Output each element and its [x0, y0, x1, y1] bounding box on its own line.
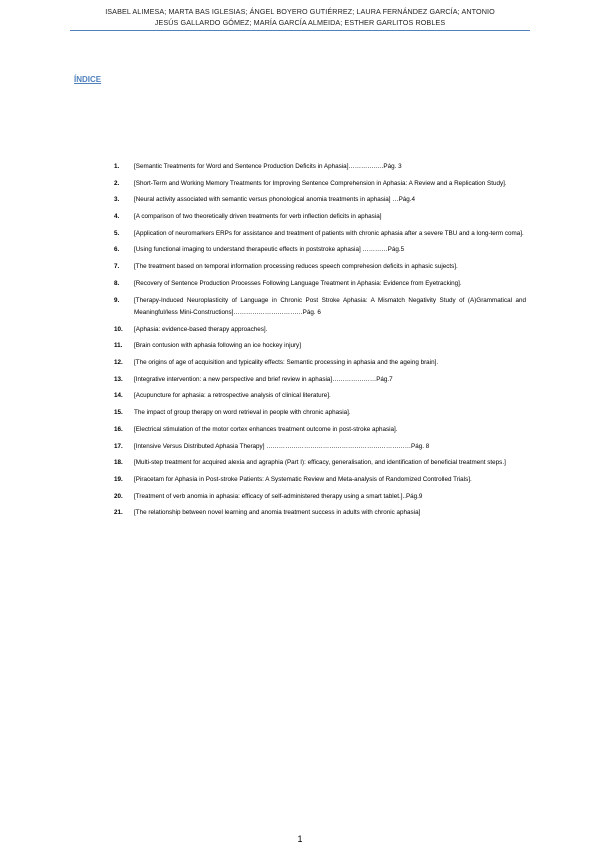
article-number: 18. [114, 459, 123, 467]
article-title: [Integrative intervention: a new perspective and brief review in aphasia]…………………Pág.7 [134, 375, 393, 383]
header-authors-line-2: JESÚS GALLARDO GÓMEZ; MARÍA GARCÍA ALMEIDA; ESTHER GARLITOS ROBLES [154, 18, 446, 27]
article-number: 2. [114, 179, 120, 187]
article-title: [A comparison of two theoretically driven treatments for verb inflection deficits in aphasia] [134, 213, 382, 221]
list-item [114, 491, 526, 504]
list-item [114, 261, 526, 274]
article-number: 14. [114, 392, 123, 400]
list-item [114, 441, 526, 454]
list-item [114, 324, 526, 337]
article-title: [Short-Term and Working Memory Treatments for Improving Sentence Comprehension in Aphasia: A Review and a Replication Study]. [134, 179, 507, 187]
page-number: 1 [297, 834, 303, 844]
list-item [114, 390, 526, 403]
list-item [114, 507, 526, 520]
list-item [114, 457, 526, 470]
articles-list [114, 161, 526, 524]
article-title: [Aphasia: evidence-based therapy approaches]. [134, 325, 268, 333]
article-title: [Application of neuromarkers ERPs for assistance and treatment of patients with chronic aphasia after a severe TBU and a long-term coma]. [134, 229, 524, 237]
header-divider [70, 30, 530, 31]
page-header [70, 6, 530, 28]
list-item [114, 278, 526, 291]
article-title: [Treatment of verb anomia in aphasia: efficacy of self-administered therapy using a smart tablet.]..Pág.9 [134, 492, 423, 500]
header-authors-line-1: ISABEL ALIMESA; MARTA BAS IGLESIAS; ÁNGEL BOYERO GUTIÉRREZ; LAURA FERNÁNDEZ GARCÍA; ANTONIO [105, 7, 495, 16]
article-number: 15. [114, 409, 123, 417]
article-title: [Semantic Treatments for Word and Sentence Production Deficits in Aphasia]……………..Pág. 3 [134, 163, 402, 170]
list-item [114, 244, 526, 257]
article-title: [Acupuncture for aphasia: a retrospective analysis of clinical literature]. [134, 392, 331, 400]
list-item [114, 161, 526, 174]
article-title: [Therapy-Induced Neuroplasticity of Language in Chronic Post Stroke Aphasia: A Mismatch Negativity Study of (A)Grammatical and Meaningful/less Mini-Constructions]……………………………Pág. 6 [134, 296, 526, 316]
article-number: 7. [114, 263, 120, 271]
list-item [114, 374, 526, 387]
list-item [114, 211, 526, 224]
article-number: 5. [114, 229, 120, 237]
article-title: The impact of group therapy on word retrieval in people with chronic aphasia]. [134, 409, 351, 417]
list-item [114, 295, 526, 320]
article-number: 4. [114, 213, 120, 221]
article-title: [Multi-step treatment for acquired alexia and agraphia (Part I): efficacy, generalisation, and identification of beneficial treatment steps.] [134, 459, 506, 467]
list-item [114, 357, 526, 370]
article-title: [Piracetam for Aphasia in Post-stroke Patients: A Systematic Review and Meta-analysis of Randomized Controlled Trials]. [134, 475, 472, 483]
article-title: [Neural activity associated with semantic versus phonological anomia treatments in aphasia] …Pág.4 [134, 196, 416, 204]
list-item [114, 407, 526, 420]
list-item [114, 178, 526, 191]
article-title: [Brain contusion with aphasia following an ice hockey injury] [134, 342, 301, 350]
article-title: [The relationship between novel learning and anomia treatment success in adults with chronic aphasia] [134, 509, 421, 517]
article-number: 17. [114, 442, 123, 450]
article-title: [Recovery of Sentence Production Processes Following Language Treatment in Aphasia: Evidence from Eyetracking]. [134, 279, 462, 287]
article-title: [Electrical stimulation of the motor cortex enhances treatment outcome in post-stroke aphasia]. [134, 425, 398, 433]
article-title: [The origins of age of acquisition and typicality effects: Semantic processing in aphasia and the ageing brain]. [134, 359, 439, 367]
article-number: 16. [114, 425, 123, 433]
article-number: 20. [114, 492, 123, 500]
article-number: 9. [114, 296, 120, 304]
article-number: 21. [114, 509, 123, 517]
article-title: [Intensive Versus Distributed Aphasia Therapy] ……………………………………………………………Pág. 8 [134, 442, 430, 450]
list-item [114, 424, 526, 437]
list-item [114, 194, 526, 207]
article-title: [The treatment based on temporal information processing reduces speech comprehesion deficits in aphasic sujects]. [134, 263, 458, 271]
list-item [114, 228, 526, 241]
article-number: 10. [114, 325, 123, 333]
article-number: 11. [114, 342, 123, 350]
article-title: [Using functional imaging to understand therapeutic effects in poststroke aphasia] …………Pág.5 [134, 246, 405, 254]
article-number: 13. [114, 375, 123, 383]
article-number: 6. [114, 246, 120, 254]
article-number: 1. [114, 163, 120, 170]
article-number: 12. [114, 359, 123, 367]
article-number: 3. [114, 196, 120, 204]
list-item [114, 474, 526, 487]
list-item [114, 340, 526, 353]
index-title: ÍNDICE [74, 75, 102, 84]
article-number: 19. [114, 475, 123, 483]
article-number: 8. [114, 279, 120, 287]
